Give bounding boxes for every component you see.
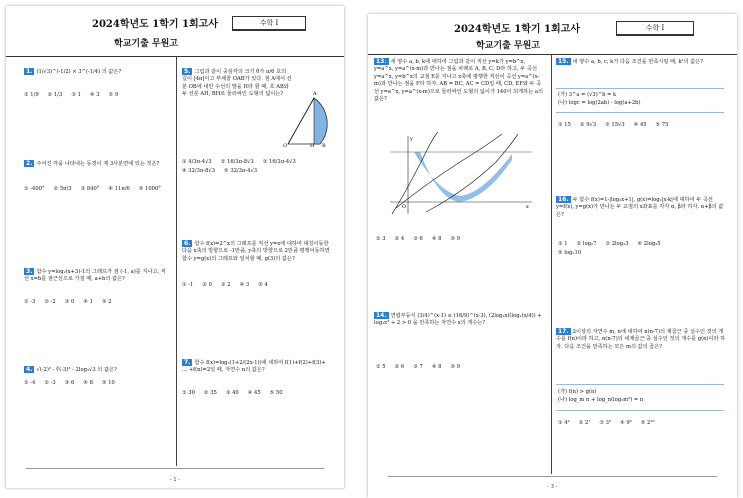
exam-subtitle: 학교기출 무원고 xyxy=(114,39,178,49)
svg-text:y: y xyxy=(410,136,413,142)
question-4: 4. √(-2)² - ∛(-3)³ - 2log₃√3 의 값은? xyxy=(26,366,117,373)
exam-page-3 xyxy=(368,14,737,498)
question-5: 5. 그림과 같이 중심각의 크기 θ가 π/6 호의 길이 [4π]이고 부채꼴 OAB가 있다. 점 A에서 선분 OB에 내린 수선의 발을 H라 할 때, 호 AB와 두 선분 AH, BH로 둘러싸인 도형의 넓이는? xyxy=(182,68,292,98)
footer-rule xyxy=(388,476,717,477)
svg-text:A: A xyxy=(313,91,317,97)
exam-title: 2024학년도 1학기 1회고사 xyxy=(454,24,580,35)
question-6-options: ① -1 ② 0 ③ 2 ④ 3 ⑤ 4 xyxy=(182,282,268,288)
question-7-options: ① 30 ② 35 ③ 40 ④ 45 ⑤ 50 xyxy=(182,390,283,396)
question-1-options: ① 1/9 ② 1/3 ③ 1 ④ 3 ⑤ 9 xyxy=(24,92,119,98)
question-1: 1. (1/√3)^(-1/2) × 3^(-1/4) 의 값은? xyxy=(26,68,122,75)
svg-text:H: H xyxy=(310,143,315,148)
page-header xyxy=(6,6,344,57)
svg-text:O: O xyxy=(402,204,407,210)
page-header xyxy=(368,14,737,55)
column-divider xyxy=(551,55,552,474)
question-15-options: ① 15 ② 9√3 ③ 15√3 ④ 45 ⑤ 75 xyxy=(558,122,669,128)
condition-box-top xyxy=(556,384,724,385)
question-14: 14. 연립부등식 (3/4)^(x-1) ≤ (16/9)^(x-3), (2log₂x)(log₂(x/4)) + log₂x³ + 2 > 0 을 만족하는 자연수 x의 개수는? xyxy=(374,312,542,327)
question-13: 13. 세 양수 a, b, k에 대하여 그림과 같이 직선 y=k가 y=b^x, y=a^x, y=a^(x-m)과 만나는 점을 차례로 A, B, C, D라 하고, 두 곡선 y=a^x, y=b^x의 교점 E를 지나고 x축에 평행한 직선이 곡선 y=a^(x-m)과 만나는 점을 F라 하자. AB = BC, AC = CD일 때, CD, EF와 두 곡선 y=a^x, y=a^(x-m)으로 둘러싸인 도형의 넓이가 140이 되게하는 a의 값은? xyxy=(374,58,543,103)
page-number: - 1 - xyxy=(170,477,180,483)
condition-box-top xyxy=(556,88,724,89)
sector-figure xyxy=(280,84,336,148)
page-number: - 3 - xyxy=(547,484,558,490)
question-16-options: ① 1 ② log₂7 ③ 2log₂3 ④ 2log₂5 ⑤ log₂10 xyxy=(558,241,661,256)
question-17: 17. 2이상의 자연수 m, n에 대하여 n(n-7)의 제곱근 중 실수인 것의 개수를 f(n)이라 하고, n(n-7)의 네제곱근 중 실수인 것의 개수를 g(n)이라 하자. 다음 조건을 만족하는 모든 m의 값의 곱은? xyxy=(556,328,726,350)
question-13-options: ① 3 ② 4 ③ 6 ④ 8 ⑤ 9 xyxy=(376,236,461,242)
question-7: 7. 함수 f(x)=log₃(1+2/(2x-1))에 대하여 f(1)+f(2)+f(3)+ … +f(n)=2일 때, 자연수 n의 값은? xyxy=(182,359,326,374)
footer-rule xyxy=(26,468,324,469)
condition-box-bottom xyxy=(556,410,724,411)
column-divider xyxy=(176,57,177,466)
header-divider xyxy=(616,35,694,36)
question-3: 3. 함수 y=log₂(x+3)-1의 그래프가 점 (-1, a)를 지나고, 직선 x=b를 점근선으로 가질 때, a+b의 값은? xyxy=(24,268,166,283)
question-17-conditions: (가) f(n) > g(n) (나) log_m n + log_n(log₂m²) = n xyxy=(558,389,644,403)
question-6: 6. 함수 f(x)=2^x의 그래프를 직선 y=x에 대하여 대칭이동한 다음 x축의 방향으로 -1만큼, y축의 방향으로 2만큼 평행이동하면 함수 y=g(x)의 그래프와 일치할 때, g(3)의 값은? xyxy=(182,240,330,262)
svg-text:O: O xyxy=(283,143,288,148)
svg-text:B: B xyxy=(322,143,326,148)
question-5-options: ① 4/3π-4√3 ② 16/3π-8√3 ③ 16/3π-4√3 ④ 32/3π-8√3 ⑤ 32/3π-4√3 xyxy=(182,159,296,174)
exam-page-1 xyxy=(6,6,344,488)
question-15: 15. 네 양수 a, b, c, k가 다음 조건을 만족시킬 때, k²의 값은? xyxy=(558,58,704,65)
svg-text:x: x xyxy=(526,204,529,210)
subject-box: 수학 Ⅰ xyxy=(616,21,694,35)
condition-box-bottom xyxy=(556,112,724,113)
subject-box: 수학 Ⅰ xyxy=(232,16,306,30)
question-3-options: ① -3 ② -2 ③ 0 ④ 1 ⑤ 2 xyxy=(24,299,112,305)
exponential-curves-figure xyxy=(386,132,536,216)
question-17-options: ① 4² ② 2⁷ ③ 3⁵ ④ 9³ ⑤ 2¹⁰ xyxy=(558,420,655,426)
question-16: 16. 두 함수 f(x)=1-|log₂x+1|, g(x)=log₂|x-k|에 대하여 두 곡선 y=f(x), y=g(x)가 만나는 두 교점의 x좌표를 각각 α, β라 하자. α+β의 값은? xyxy=(556,196,724,218)
question-14-options: ① 5 ② 6 ③ 7 ④ 8 ⑤ 9 xyxy=(376,364,461,370)
question-4-options: ① -4 ② -3 ③ 6 ④ 8 ⑤ 10 xyxy=(24,380,115,386)
exam-title: 2024학년도 1학기 1회고사 xyxy=(92,19,218,30)
question-2: 2. 주어진 각을 나타내는 동경이 제 3사분면에 있는 것은? xyxy=(26,160,160,167)
question-15-conditions: (가) 3^a = (√3)^b = k (나) logc = log(2ab) - log(a+2b) xyxy=(558,92,641,106)
header-divider xyxy=(232,30,306,31)
question-2-options: ① -400° ② 5π/3 ③ 840° ④ 11π/6 ⑤ 1000° xyxy=(24,186,161,192)
exam-subtitle: 학교기출 무원고 xyxy=(476,41,540,51)
